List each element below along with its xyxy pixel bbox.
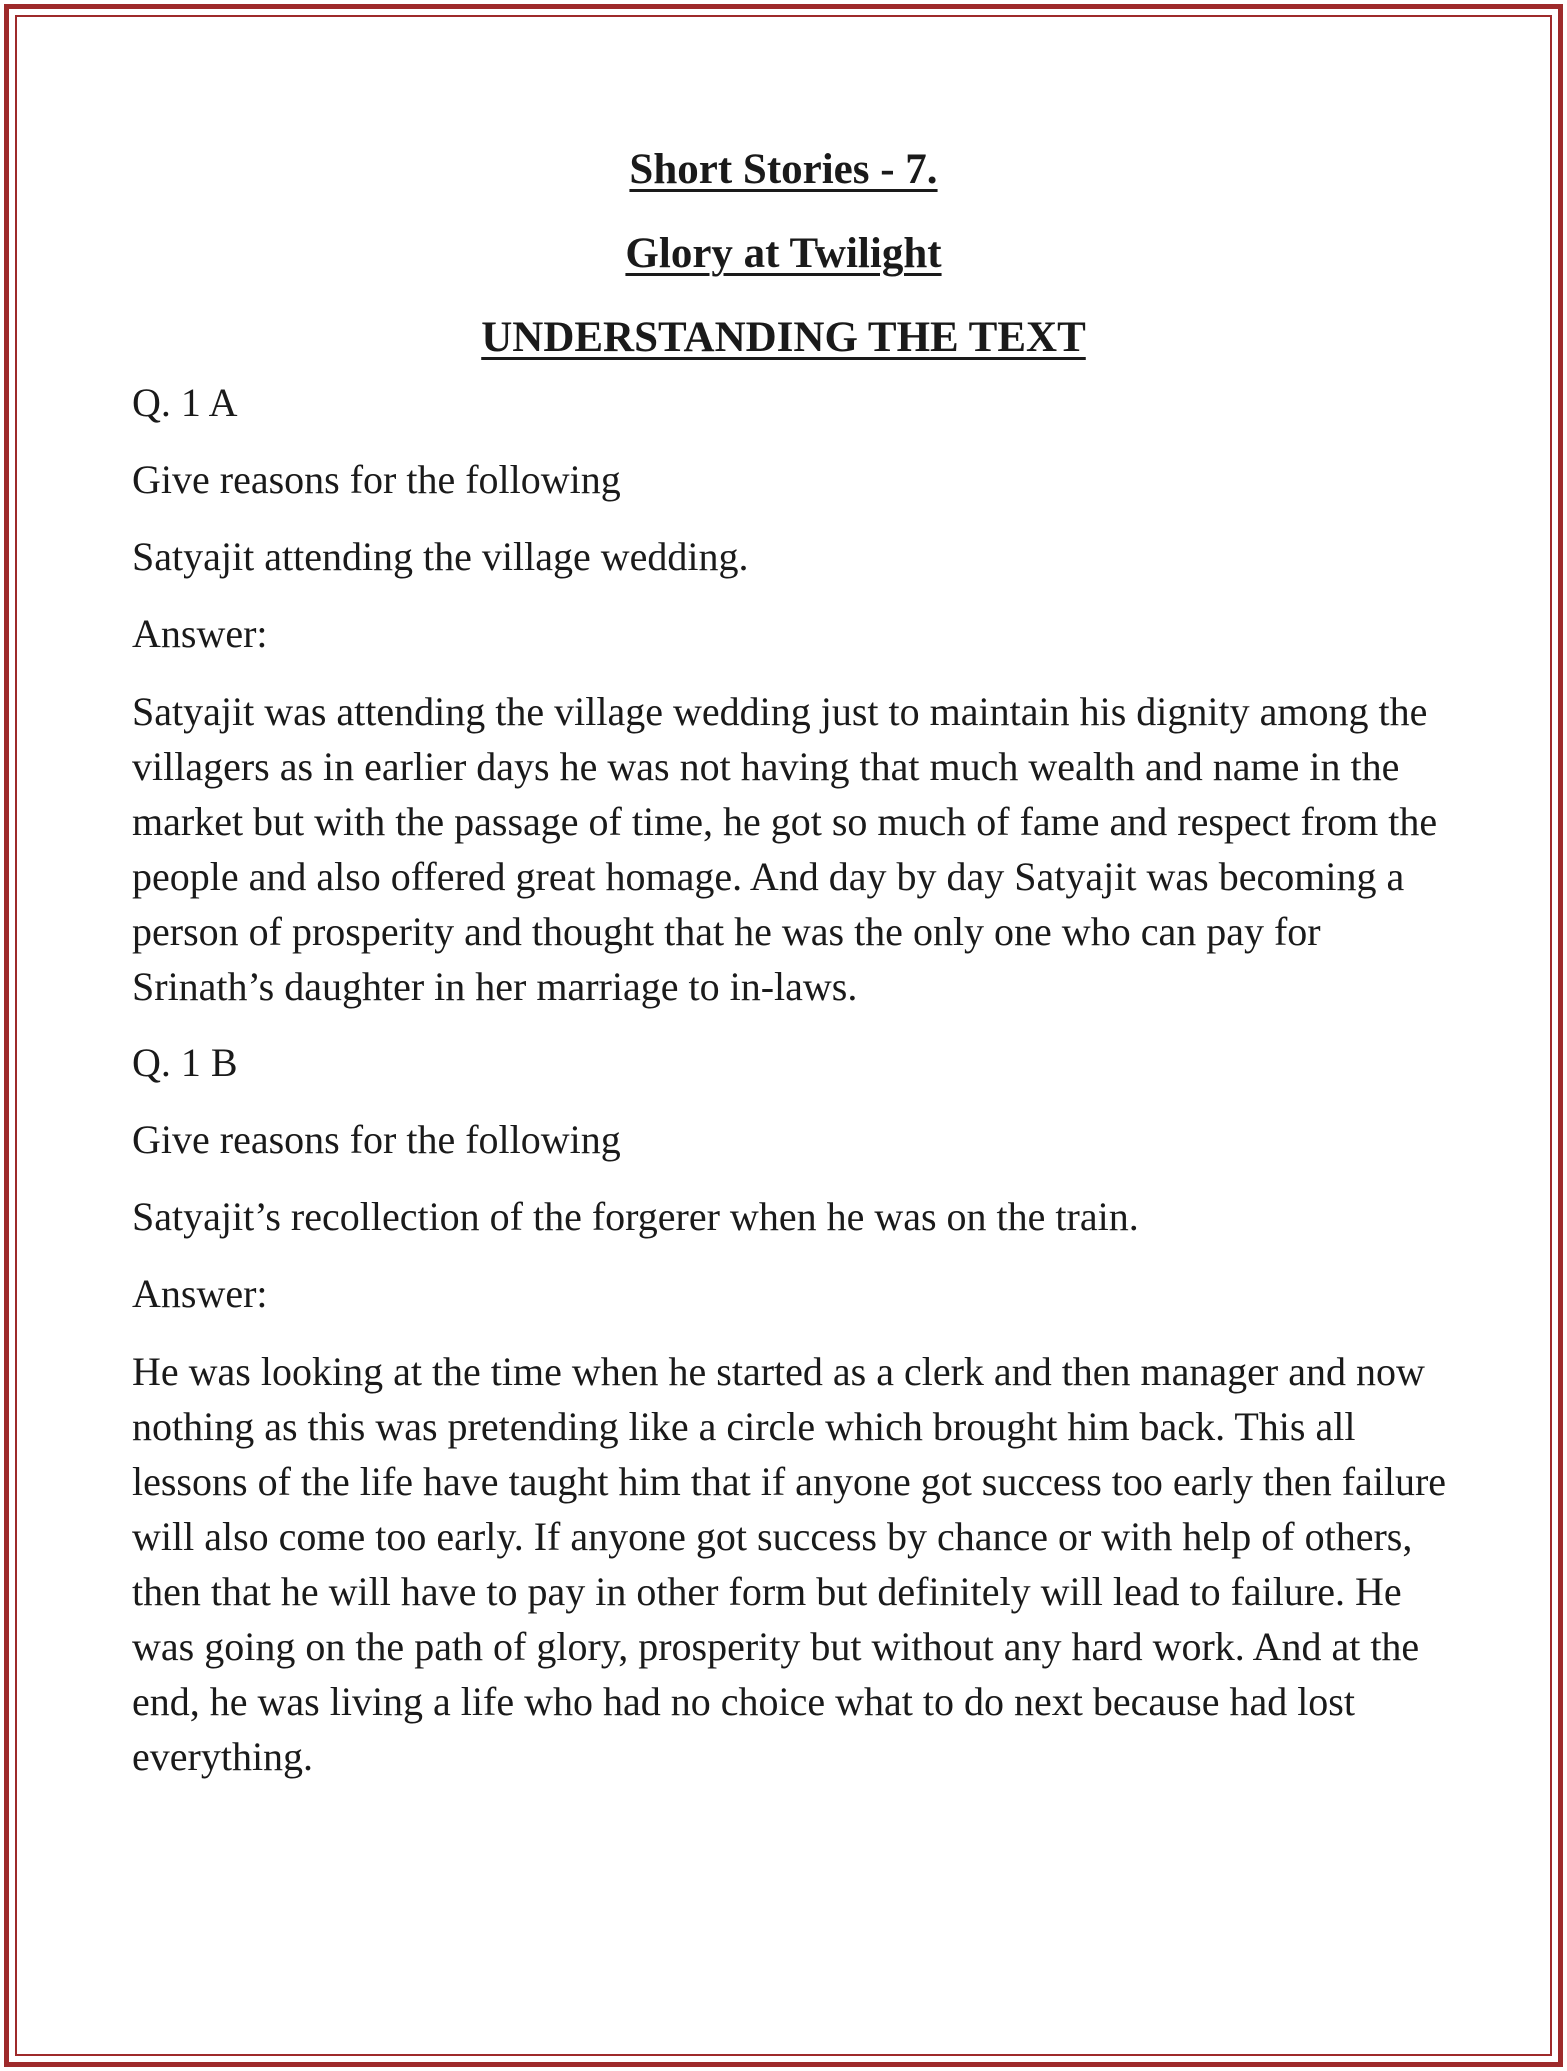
- answer-label: Answer:: [132, 1271, 268, 1316]
- question-instruction: Give reasons for the following: [132, 457, 621, 502]
- question-label: Q. 1 A: [132, 380, 238, 425]
- question-text: Satyajit attending the village wedding.: [132, 534, 749, 579]
- title-story-name: Glory at Twilight: [625, 230, 942, 277]
- question-text: Satyajit’s recollection of the forgerer when he was on the train.: [132, 1194, 1139, 1239]
- question-1a: [132, 376, 1462, 1014]
- question-instruction: Give reasons for the following: [132, 1117, 621, 1162]
- document-body: [132, 128, 1462, 1806]
- title-short-stories: Short Stories - 7.: [629, 146, 938, 193]
- question-1b: [132, 1036, 1462, 1784]
- title-section: UNDERSTANDING THE TEXT: [481, 314, 1086, 361]
- answer-text: Satyajit was attending the village wedding just to maintain his dignity among the villagers as in earlier days he was not having that much wealth and name in the market but with the passage of time, he got so much of fame and respect from the people and also offered great homage. And day by day Satyajit was becoming a person of prosperity and thought that he was the only one who can pay for Srinath’s daughter in her marriage to in-laws.: [132, 689, 1438, 1009]
- answer-text: He was looking at the time when he started as a clerk and then manager and now nothing as this was pretending like a circle which brought him back. This all lessons of the life have taught him that if anyone got success too early then failure will also come too early. If anyone got success by chance or with help of others, then that he will have to pay in other form but definitely will lead to failure. He was going on the path of glory, prosperity but without any hard work. And at the end, he was living a life who had no choice what to do next because had lost everything.: [132, 1349, 1447, 1779]
- question-label: Q. 1 B: [132, 1040, 238, 1085]
- answer-label: Answer:: [132, 611, 268, 656]
